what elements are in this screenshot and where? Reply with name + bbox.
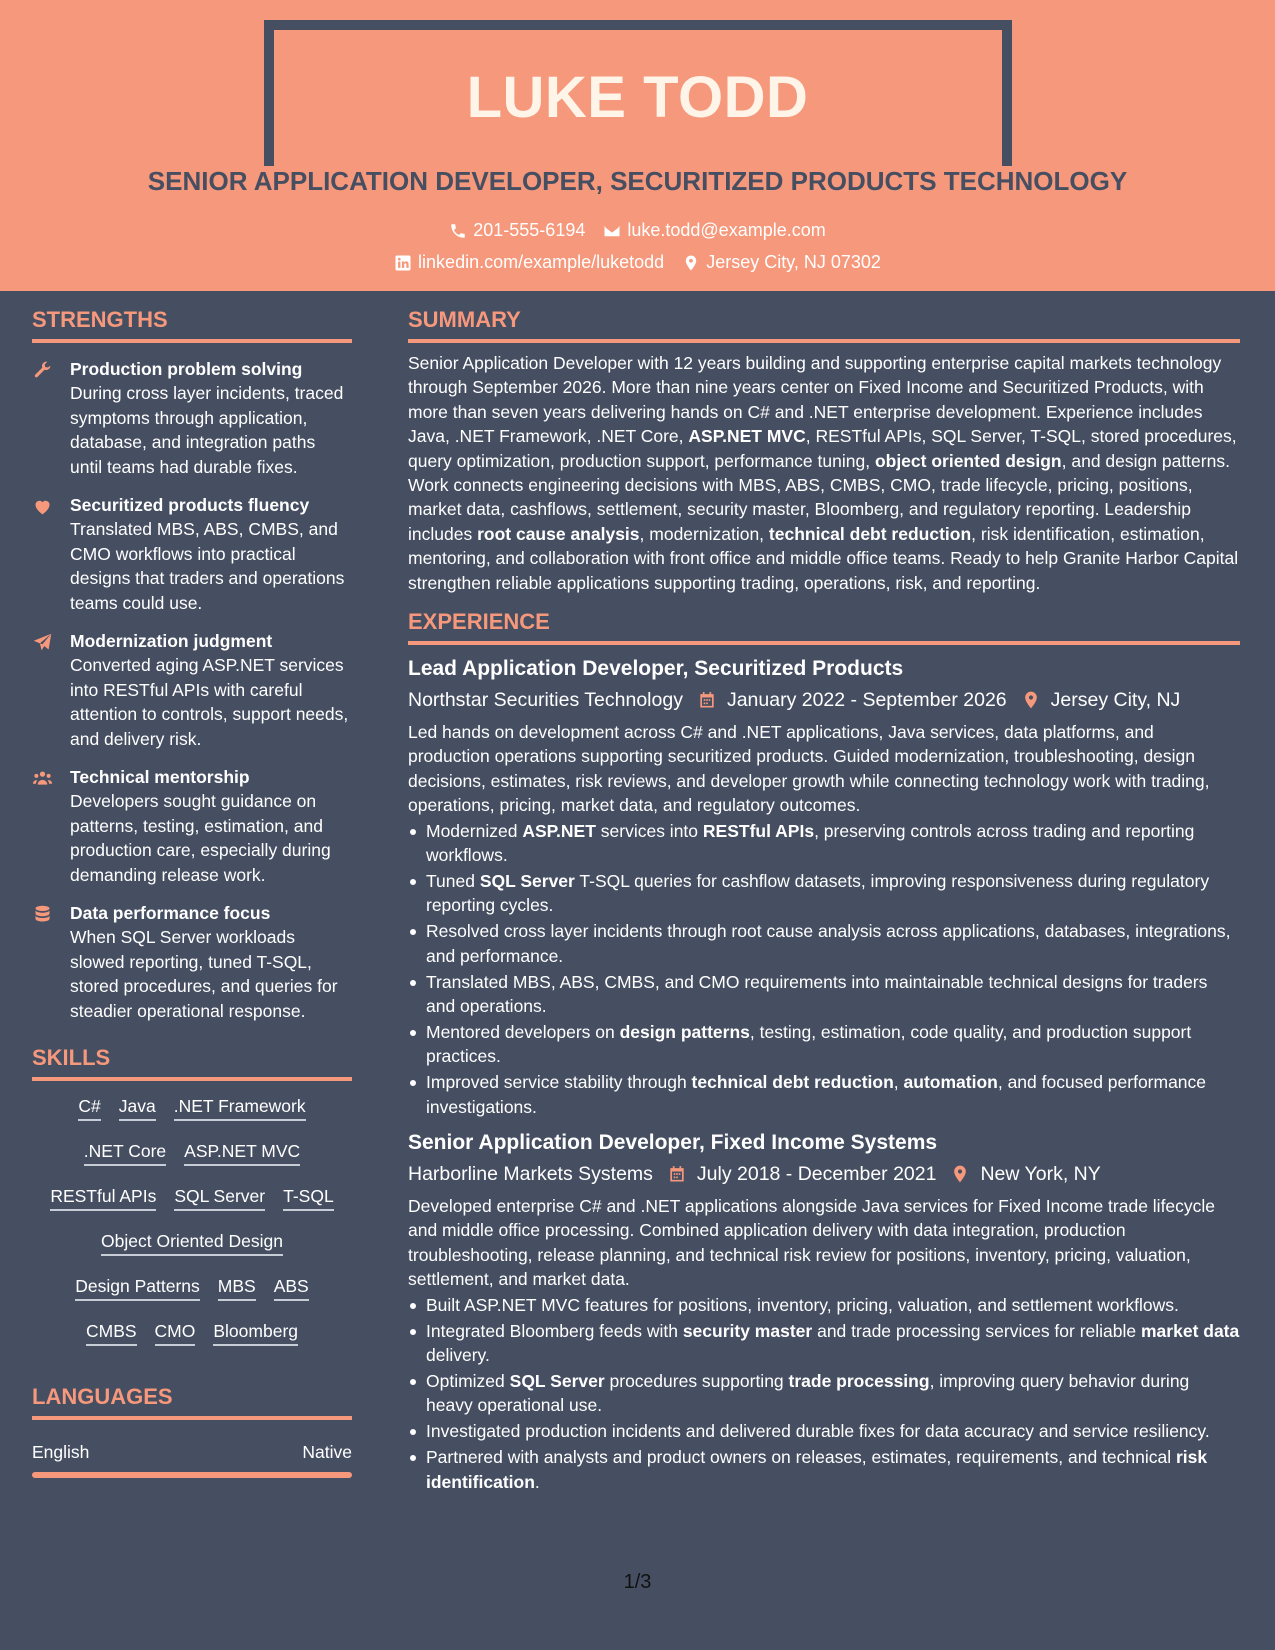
left-column (32, 291, 352, 1478)
strength-desc: Converted aging ASP.NET services into RESTful APIs with careful attention to controls, support needs, and delivery risk. (70, 655, 349, 749)
bullet-item (408, 1070, 1240, 1119)
strength-icon-wrap (32, 901, 70, 1023)
skill-tag: SQL Server (174, 1185, 265, 1211)
skill-tag: RESTful APIs (50, 1185, 156, 1211)
skill-tag: MBS (218, 1275, 256, 1301)
strength-title: Technical mentorship (70, 767, 250, 787)
bold-text: security master (682, 1320, 813, 1341)
skill-tag: C# (78, 1095, 100, 1121)
strength-body (70, 629, 352, 751)
bold-text: market data (1141, 1320, 1240, 1341)
map-pin-icon (682, 254, 700, 272)
text-run: , and design patterns. Work connects engineering decisions with MBS, ABS, CMBS, CMO, trade lifecycle, pricing, positions, market data, cashflows, settlement, security master, Bloomberg, and regulatory reporting. Leadership includes (408, 450, 1230, 544)
text-run: Translated MBS, ABS, CMBS, and CMO requirements into maintainable technical designs for traders and operations. (426, 971, 1208, 1017)
envelope-icon (603, 222, 621, 240)
bold-text: SQL Server (479, 871, 575, 891)
text-run: Integrated Bloomberg feeds with (426, 1320, 683, 1341)
text-run: procedures supporting (604, 1370, 789, 1391)
bold-text: ASP.NET (522, 820, 596, 841)
text-run: Tuned (426, 871, 480, 891)
contact-phone[interactable] (449, 220, 585, 241)
strengths-list (32, 357, 352, 1023)
text-run: Modernized (426, 820, 523, 841)
strengths-heading: STRENGTHS (32, 307, 352, 343)
strength-title: Data performance focus (70, 903, 271, 923)
skill-tag: Java (119, 1095, 156, 1121)
bold-text: root cause analysis (477, 523, 640, 544)
strength-title: Modernization judgment (70, 631, 273, 651)
role-bullets (408, 819, 1240, 1119)
strength-icon-wrap (32, 765, 70, 887)
skill-tag: Design Patterns (75, 1275, 200, 1301)
page-number: 1/3 (623, 1571, 652, 1593)
strength-body (70, 357, 352, 479)
strength-item (32, 901, 352, 1023)
role-bullets (408, 1293, 1240, 1494)
text-run: , and focused performance investigations. (426, 1072, 1207, 1117)
role-title: Senior Application Developer, Fixed Income Systems (408, 1131, 938, 1155)
skill-row (32, 1230, 352, 1256)
contact-row-1 (0, 220, 1275, 241)
contact-location (682, 252, 881, 273)
bold-text: SQL Server (509, 1370, 605, 1391)
strength-item (32, 629, 352, 751)
bullet-item (408, 819, 1240, 868)
bullet-item (408, 1319, 1240, 1368)
map-pin-icon (1021, 690, 1041, 710)
role-description: Led hands on development across C# and .NET applications, Java services, data platforms, and production operations supporting securitized products. Guided modernization, troubleshooting, design decisions, estimates, risk reviews, and developer growth while connecting technology work with trading, operations, pricing, market data, and regulatory outcomes. (408, 722, 1210, 816)
contact-linkedin[interactable] (394, 252, 664, 273)
strength-desc: Developers sought guidance on patterns, testing, estimation, and production care, especially during demanding release work. (70, 791, 331, 885)
bold-text: risk identification (426, 1447, 1208, 1492)
bullet-item (408, 869, 1240, 918)
candidate-title: SENIOR APPLICATION DEVELOPER, SECURITIZED PRODUCTS TECHNOLOGY (147, 166, 1128, 196)
skill-tag: ABS (274, 1275, 309, 1301)
map-pin-icon (950, 1164, 970, 1184)
heart-icon (32, 496, 53, 517)
strength-icon-wrap (32, 493, 70, 615)
text-run: Built ASP.NET MVC features for positions, inventory, pricing, valuation, and settlement workflows. (426, 1294, 1179, 1315)
skills-list (32, 1095, 352, 1346)
skill-row (32, 1095, 352, 1121)
skill-tag: Object Oriented Design (101, 1230, 283, 1256)
strength-icon-wrap (32, 629, 70, 751)
calendar-icon (697, 690, 717, 710)
database-icon (32, 904, 53, 925)
bullet-item (408, 919, 1240, 968)
language-name: English (32, 1442, 90, 1462)
strength-desc: During cross layer incidents, traced symptoms through application, database, and integration paths until teams had durable fixes. (70, 383, 344, 477)
text-run: . (534, 1471, 540, 1492)
bullet-item (408, 1369, 1240, 1418)
skill-tag: ASP.NET MVC (184, 1140, 300, 1166)
text-run: Optimized (426, 1370, 510, 1391)
role-dates: January 2022 - September 2026 (726, 689, 1007, 712)
text-run: Resolved cross layer incidents through root cause analysis across applications, databases, integrations, and performance. (426, 921, 1231, 966)
text-run: delivery. (426, 1345, 490, 1365)
skills-heading: SKILLS (32, 1045, 352, 1081)
paper-plane-icon (32, 632, 53, 653)
experience-entry (408, 655, 1240, 1119)
role-company: Harborline Markets Systems (408, 1163, 653, 1186)
linkedin-icon (394, 254, 412, 272)
strength-title: Securitized products fluency (70, 495, 310, 515)
bold-text: technical debt reduction (768, 523, 972, 544)
bold-text: ASP.NET MVC (688, 426, 806, 447)
text-run: , risk identification, estimation, mentoring, and collaboration with front office and middle office teams. Ready to help Granite Harbor Capital strengthen reliable applications supporting trading, operations, risk, and reporting. (408, 523, 1239, 593)
bold-text: object oriented design (874, 450, 1062, 471)
role-description: Developed enterprise C# and .NET applications alongside Java services for Fixed Income trade lifecycle and middle office processing. Combined application delivery with data integration, production troubleshooting, release planning, and technical risk review for positions, inventory, pricing, valuation, settlement, and market data. (408, 1196, 1216, 1290)
bold-text: trade processing (788, 1370, 930, 1391)
role-location: New York, NY (980, 1163, 1101, 1186)
strength-icon-wrap (32, 357, 70, 479)
text-run: Partnered with analysts and product owners on releases, estimates, requirements, and technical (426, 1447, 1176, 1468)
skill-tag: .NET Core (84, 1140, 166, 1166)
phone-icon (449, 222, 467, 240)
strength-desc: Translated MBS, ABS, CMBS, and CMO workflows into practical designs that traders and operations teams could use. (70, 519, 345, 613)
strength-body (70, 765, 352, 887)
bullet-item (408, 970, 1240, 1019)
strength-title: Production problem solving (70, 359, 303, 379)
text-run: Investigated production incidents and delivered durable fixes for data accuracy and service resiliency. (426, 1421, 1210, 1442)
summary-text (408, 351, 1240, 595)
text-run: Senior Application Developer with 12 years building and supporting enterprise capital markets technology through September 2026. More than nine years center on Fixed Income and Securitized Products, with more than seven years delivering hands on C# and .NET enterprise development. Experience includes Java, .NET Framework, .NET Core, (408, 353, 1222, 447)
contact-row-2 (0, 252, 1275, 273)
role-title: Lead Application Developer, Securitized Products (408, 657, 904, 681)
role-dates: July 2018 - December 2021 (696, 1163, 937, 1186)
skill-tag: CMO (155, 1320, 196, 1346)
bold-text: technical debt reduction (691, 1072, 894, 1093)
experience-entry (408, 1129, 1240, 1494)
right-column (408, 291, 1240, 1495)
text-run: T-SQL queries for cashflow datasets, improving responsiveness during regulatory reporting cycles. (426, 871, 1210, 916)
bullet-item (408, 1020, 1240, 1069)
skill-row (32, 1275, 352, 1301)
text-run: , preserving controls across trading and reporting workflows. (426, 820, 1195, 866)
bold-text: automation (903, 1072, 998, 1093)
text-run: Improved service stability through (426, 1072, 692, 1093)
skill-row (32, 1320, 352, 1346)
candidate-name: LUKE TODD (466, 65, 809, 130)
skill-tag: T-SQL (283, 1185, 334, 1211)
skill-tag: .NET Framework (174, 1095, 306, 1121)
bullet-item (408, 1419, 1240, 1443)
email-text: luke.todd@example.com (627, 220, 826, 240)
phone-text: 201-555-6194 (473, 220, 586, 240)
text-run: , RESTful APIs, SQL Server, T-SQL, stored procedures, query optimization, production support, performance tuning, (408, 426, 1237, 471)
language-level: Native (302, 1442, 352, 1462)
text-run: and trade processing services for reliable (812, 1320, 1141, 1341)
bold-text: RESTful APIs (702, 820, 815, 841)
wrench-icon (32, 360, 53, 381)
resume-header (0, 0, 1275, 291)
calendar-icon (667, 1164, 687, 1184)
contact-email[interactable] (603, 220, 825, 241)
role-meta (408, 1161, 1240, 1187)
text-run: , modernization, (639, 523, 769, 544)
text-run: Mentored developers on (426, 1021, 620, 1042)
summary-heading: SUMMARY (408, 307, 1240, 343)
languages-list (32, 1442, 352, 1478)
languages-heading: LANGUAGES (32, 1384, 352, 1420)
strength-body (70, 493, 352, 615)
bullet-item (408, 1445, 1240, 1494)
strength-item (32, 765, 352, 887)
language-proficiency-bar (32, 1472, 352, 1478)
linkedin-text: linkedin.com/example/luketodd (418, 252, 665, 272)
role-company: Northstar Securities Technology (408, 689, 683, 712)
location-text: Jersey City, NJ 07302 (706, 252, 881, 272)
experience-list (408, 655, 1240, 1494)
experience-heading: EXPERIENCE (408, 609, 1240, 645)
users-icon (32, 768, 53, 789)
text-run: services into (595, 820, 703, 841)
text-run: , testing, estimation, code quality, and production support practices. (426, 1021, 1192, 1067)
bold-text: design patterns (619, 1021, 750, 1042)
role-location: Jersey City, NJ (1050, 689, 1181, 712)
text-run: , (893, 1072, 904, 1093)
strength-item (32, 493, 352, 615)
role-meta (408, 687, 1240, 713)
skill-row (32, 1140, 352, 1166)
strength-item (32, 357, 352, 479)
strength-body (70, 901, 352, 1023)
skill-tag: Bloomberg (213, 1320, 298, 1346)
language-row (32, 1442, 352, 1463)
skill-row (32, 1185, 352, 1211)
skill-tag: CMBS (86, 1320, 137, 1346)
bullet-item (408, 1293, 1240, 1317)
strength-desc: When SQL Server workloads slowed reporting, tuned T-SQL, stored procedures, and queries for steadier operational response. (70, 927, 338, 1021)
text-run: , improving query behavior during heavy operational use. (426, 1370, 1190, 1416)
